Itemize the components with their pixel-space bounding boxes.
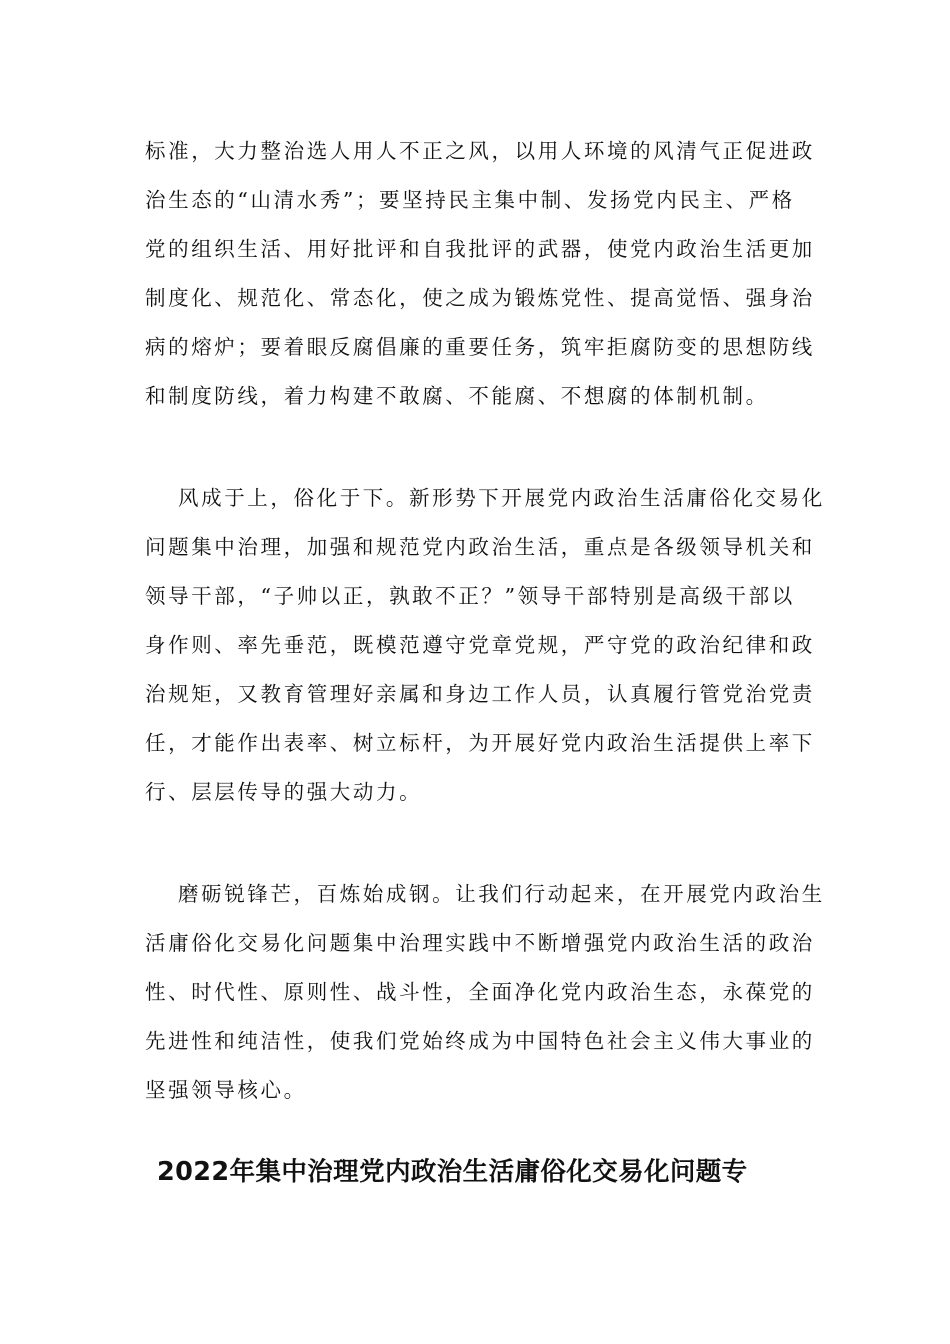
paragraph-line: 治生态的“山清水秀”；要坚持民主集中制、发扬党内民主、严格 xyxy=(145,188,795,212)
paragraph-line: 身作则、率先垂范，既模范遵守党章党规，严守党的政治纪律和政 xyxy=(145,633,815,657)
section-heading: 2022年集中治理党内政治生活庸俗化交易化问题专 xyxy=(157,1157,748,1187)
paragraph-line: 风成于上，俗化于下。新形势下开展党内政治生活庸俗化交易化 xyxy=(178,486,825,510)
paragraph-line: 和制度防线，着力构建不敢腐、不能腐、不想腐的体制机制。 xyxy=(145,384,769,408)
paragraph-line: 制度化、规范化、常态化，使之成为锻炼党性、提高觉悟、强身治 xyxy=(145,286,815,310)
paragraph-2 xyxy=(145,474,825,817)
paragraph-line: 领导干部，“子帅以正，孰敢不正？”领导干部特别是高级干部以 xyxy=(145,584,795,608)
paragraph-line: 性、时代性、原则性、战斗性，全面净化党内政治生态，永葆党的 xyxy=(145,980,815,1004)
paragraph-1 xyxy=(145,127,815,421)
paragraph-line: 先进性和纯洁性，使我们党始终成为中国特色社会主义伟大事业的 xyxy=(145,1029,815,1053)
paragraph-line: 党的组织生活、用好批评和自我批评的武器，使党内政治生活更加 xyxy=(145,237,815,261)
paragraph-line: 治规矩，又教育管理好亲属和身边工作人员，认真履行管党治党责 xyxy=(145,682,815,706)
paragraph-3 xyxy=(145,870,825,1115)
paragraph-line: 问题集中治理，加强和规范党内政治生活，重点是各级领导机关和 xyxy=(145,535,815,559)
paragraph-line: 标准，大力整治选人用人不正之风，以用人环境的风清气正促进政 xyxy=(145,139,815,163)
paragraph-line: 病的熔炉；要着眼反腐倡廉的重要任务，筑牢拒腐防变的思想防线 xyxy=(145,335,815,359)
paragraph-line: 坚强领导核心。 xyxy=(145,1078,307,1102)
paragraph-line: 活庸俗化交易化问题集中治理实践中不断增强党内政治生活的政治 xyxy=(145,931,815,955)
paragraph-line: 磨砺锐锋芒，百炼始成钢。让我们行动起来，在开展党内政治生 xyxy=(178,882,825,906)
paragraph-line: 任，才能作出表率、树立标杆，为开展好党内政治生活提供上率下 xyxy=(145,731,815,755)
paragraph-line: 行、层层传导的强大动力。 xyxy=(145,780,423,804)
